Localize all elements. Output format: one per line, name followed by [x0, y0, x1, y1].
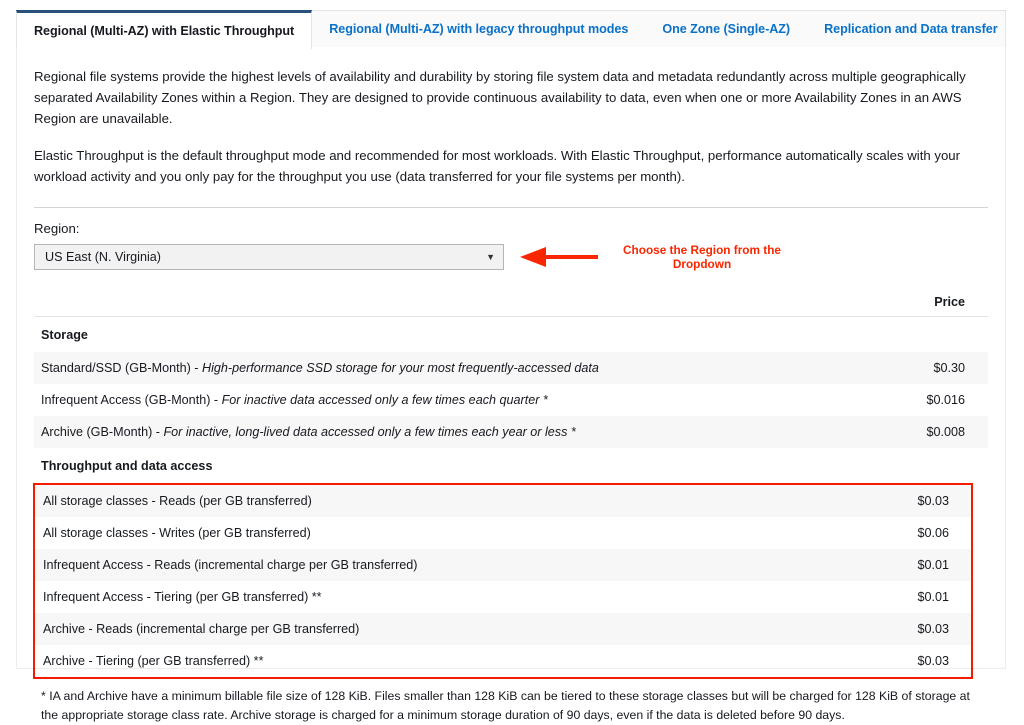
region-dropdown[interactable] [34, 244, 504, 270]
tab-label: Replication and Data transfer [824, 22, 998, 36]
price-column-header [34, 295, 988, 317]
region-annotation [520, 243, 788, 271]
row-name: Archive (GB-Month) - [41, 425, 164, 439]
tab-regional-elastic-throughput[interactable] [16, 10, 312, 49]
row-detail: For inactive, long-lived data accessed only a few times each year or less * [163, 425, 576, 439]
region-label: Region: [34, 221, 80, 236]
row-name: Standard/SSD (GB-Month) - [41, 361, 202, 375]
throughput-highlight-box [33, 483, 973, 679]
chevron-down-icon: ▼ [486, 251, 495, 262]
table-row [35, 485, 971, 517]
row-price: $0.03 [917, 654, 949, 668]
row-price: $0.008 [926, 425, 965, 439]
table-row [35, 517, 971, 549]
price-header-label: Price [934, 295, 965, 309]
intro-paragraph-elastic-throughput: Elastic Throughput is the default throughput mode and recommended for most workloads. With Elastic Throughput, performance automatically scales with your workload activity and you only pay for the throughput you use (data transferred for your file systems per month). [34, 148, 961, 184]
row-name: Archive - Reads (incremental charge per GB transferred) [43, 622, 360, 636]
left-arrow-icon [520, 247, 598, 267]
table-row [34, 416, 988, 448]
table-row [35, 645, 971, 677]
row-price: $0.06 [917, 526, 949, 540]
tab-panel-content [16, 47, 1006, 722]
table-row [35, 549, 971, 581]
footnote-text: * IA and Archive have a minimum billable file size of 128 KiB. Files smaller than 128 KiB can be tiered to these storage classes but will be charged for 128 KiB of storage at the appropriate storage class rate. Archive storage is charged for a minimum storage duration of 90 days, even if the data is deleted before 90 days. [41, 689, 970, 722]
row-detail: For inactive data accessed only a few times each quarter * [221, 393, 548, 407]
intro-paragraph-regional: Regional file systems provide the highest levels of availability and durability by storing file system data and metadata redundantly across multiple geographically separated Availability Zones within a Region. They are designed to provide continuous availability to data, even when one or more Availability Zones in an AWS Region are unavailable. [34, 69, 966, 126]
row-name: All storage classes - Writes (per GB transferred) [43, 526, 311, 540]
table-row [34, 352, 988, 384]
tab-replication-data-transfer[interactable] [807, 11, 1015, 47]
row-name: Infrequent Access - Reads (incremental charge per GB transferred) [43, 558, 418, 572]
region-selector-row [34, 243, 988, 271]
row-name: Infrequent Access - Tiering (per GB transferred) ** [43, 590, 322, 604]
table-row [35, 581, 971, 613]
row-name: Archive - Tiering (per GB transferred) ** [43, 654, 264, 668]
storage-pricing-table [34, 352, 988, 448]
row-price: $0.01 [917, 590, 949, 604]
throughput-pricing-table [35, 485, 971, 677]
row-price: $0.30 [933, 361, 965, 375]
tab-label: Regional (Multi-AZ) with Elastic Throughput [34, 24, 295, 38]
table-row [35, 613, 971, 645]
tab-label: Regional (Multi-AZ) with legacy throughput modes [329, 22, 629, 36]
tab-label: One Zone (Single-AZ) [662, 22, 791, 36]
row-price: $0.03 [917, 622, 949, 636]
section-title-throughput: Throughput and data access [41, 459, 213, 473]
row-name: Infrequent Access (GB-Month) - [41, 393, 222, 407]
tab-one-zone[interactable] [645, 11, 807, 47]
annotation-text: Choose the Region from the Dropdown [623, 243, 781, 271]
region-dropdown-value: US East (N. Virginia) [45, 250, 161, 264]
section-divider [34, 207, 988, 208]
row-price: $0.01 [917, 558, 949, 572]
tab-bar [16, 10, 1006, 48]
section-title-storage: Storage [41, 328, 88, 342]
table-row [34, 384, 988, 416]
row-price: $0.03 [917, 494, 949, 508]
row-name: All storage classes - Reads (per GB transferred) [43, 494, 312, 508]
row-detail: High-performance SSD storage for your most frequently-accessed data [201, 361, 599, 375]
row-price: $0.016 [926, 393, 965, 407]
tab-regional-legacy-throughput[interactable] [312, 11, 645, 47]
